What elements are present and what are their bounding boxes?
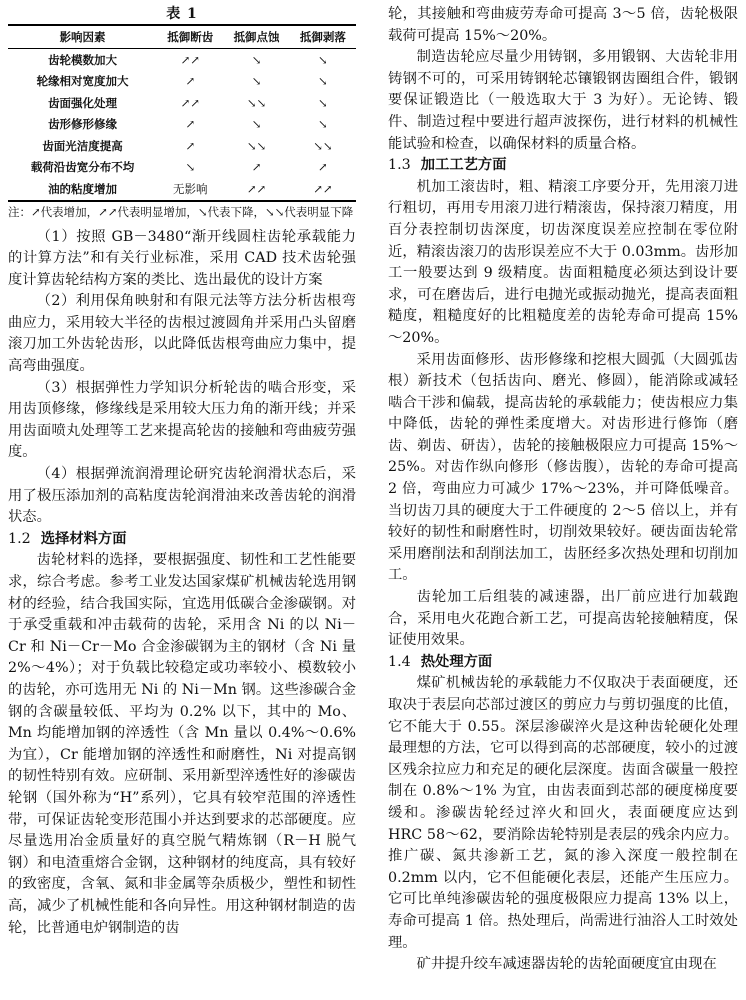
section-number: 1.4	[388, 653, 411, 670]
table-row	[8, 114, 356, 136]
table-row	[8, 135, 356, 157]
table-row	[8, 49, 356, 71]
section-number: 1.3	[388, 157, 411, 174]
left-column	[8, 4, 356, 939]
table-header-cell: 影响因素	[59, 30, 106, 44]
paragraph: （2）利用保角映射和有限元法等方法分析齿根弯曲应力，采用较大半径的齿根过渡圆角并采用凸头留磨滚刀加工外齿轮齿形，以此降低齿根弯曲应力集中，提高弯曲强度。	[8, 293, 356, 375]
table-cell: ↘↘	[313, 138, 333, 153]
section-title: 热处理方面	[420, 653, 493, 670]
table-cell: ↗↗	[180, 95, 200, 110]
table-cell: ↗↗	[313, 181, 333, 196]
table-row	[8, 157, 356, 179]
table-note: 注：↗代表增加，↗↗代表明显增加，↘代表下降，↘↘代表明显下降	[8, 204, 354, 219]
section-title: 选择材料方面	[40, 530, 127, 547]
table-cell: 油的粘度增加	[48, 181, 118, 196]
table-cell: 载荷沿齿宽分布不均	[30, 160, 135, 175]
influence-factors-table	[8, 24, 356, 202]
table-cell: ↗	[185, 117, 196, 132]
paragraph: （3）根据弹性力学知识分析轮齿的啮合形变，采用齿顶修缘，修缘线是采用较大压力角的渐开线；并采用齿面喷丸处理等工艺来提高轮齿的接触和弯曲疲劳强度。	[8, 379, 356, 461]
table-row	[8, 92, 356, 114]
section-title: 加工工艺方面	[420, 157, 507, 174]
paragraph: 齿轮加工后组装的减速器，出厂前应进行加载跑合，采用电火花跑合新工艺，可提高齿轮接触精度，保证使用效果。	[388, 589, 738, 649]
section-heading-1-4	[388, 652, 738, 674]
paragraph: 轮，其接触和弯曲疲劳寿命可提高 3～5 倍，齿轮极限载荷可提高 15%～20%。	[388, 6, 738, 44]
paragraph: 煤矿机械齿轮的承载能力不仅取决于表面硬度，还取决于表层向芯部过渡区的剪应力与剪切强度的比值，它不能大于 0.55。深层渗碳淬火是这种齿轮硬化处理最理想的方法，它可以得到高的芯部硬度，较小的过渡区残余拉应力和充足的硬化层深度。齿面含碳量一般控制在 0.8%～1% 为宜，由齿表面到芯部的硬度梯度要缓和。渗碳齿轮经过淬火和回火，表面硬度应达到 HRC 58～62，要消除齿轮特别是表层的残余内应力。推广碳、氮共渗新工艺，氮的渗入深度一般控制在 0.2mm 以内，它不但能硬化表层，还能产生压应力。它可比单纯渗碳齿轮的强度极限应力提高 13% 以上，寿命可提高 1 倍。热处理后，尚需进行油浴人工时效处理。	[388, 675, 738, 951]
paragraph: 齿轮材料的选择，要根据强度、韧性和工艺性能要求，综合考虑。参考工业发达国家煤矿机械齿轮选用钢材的经验，结合我国实际，宜选用低碳合金渗碳钢。对于承受重载和冲击载荷的齿轮，采用含 Ni 的以 Ni－Cr 和 Ni－Cr－Mo 合金渗碳钢为主的钢材（含 Ni 量 2%～4%）；对于负载比较稳定或功率较小、模数较小的齿轮，亦可选用无 Ni 的 Ni－Mn 钢。这些渗碳合金钢的含碳量较低、平均为 0.2% 以下，其中的 Mo、Mn 均能增加钢的淬透性（含 Mn 量以 0.4%～0.6% 为宜），Cr 能增加钢的淬透性和耐磨性，Ni 对提高钢的韧性特别有效。应研制、采用新型淬透性好的渗碳齿轮钢（国外称为“H”系列），它具有较窄范围的淬透性带，可保证齿轮变形范围小并达到要求的芯部硬度。应尽量选用冶金质量好的真空脱气精炼钢（R－H 脱气钢）和电渣重熔合金钢，这种钢材的纯度高，具有较好的致密度，含氧、氮和非金属等杂质极少，塑性和韧性高，减少了机械性能和各向异性。用这种钢材制造的齿轮，比普通电炉钢制造的齿	[8, 552, 356, 936]
table-cell: ↗	[318, 160, 328, 175]
table-cell: ↗↗	[246, 181, 267, 196]
table-cell: 齿面光洁度提高	[42, 138, 123, 153]
table-cell: ↘	[251, 74, 262, 89]
table-cell: ↘	[251, 52, 262, 67]
table-cell: ↗	[251, 160, 262, 175]
table-cell: 无影响	[173, 181, 208, 196]
section-heading-1-2	[8, 529, 356, 551]
table-cell: ↘	[251, 117, 262, 132]
table-cell: ↘	[318, 117, 328, 132]
paragraph: 制造齿轮应尽量少用铸钢，多用锻钢、大齿轮非用铸钢不可的，可采用铸钢轮芯镶锻钢齿圈组合件，锻钢要保证锻造比（一般选取大于 3 为好）。无论铸、锻件、制造过程中要进行超声波探伤，进行材料的机械性能试验和检查，以确保材料的质量合格。	[388, 49, 738, 152]
table-row	[8, 71, 356, 93]
table-row	[8, 178, 356, 201]
paragraph: （1）按照 GB－3480“渐开线圆柱齿轮承载能力的计算方法”和有关行业标准，采用 CAD 技术齿轮强度计算齿轮结构方案的类比、选出最优的设计方案	[8, 228, 356, 288]
section-number: 1.2	[8, 530, 31, 547]
table-cell: ↗↗	[180, 52, 200, 67]
right-column	[388, 4, 738, 976]
paragraph: 机加工滚齿时，粗、精滚工序要分开，先用滚刀进行粗切，再用专用滚刀进行精滚齿，保持滚刀精度，用百分表控制切齿深度，切齿深度误差应控制在零位附近，精滚齿滚刀的齿形误差应不大于 0.03mm。齿形加工一般要达到 9 级精度。齿面粗糙度必须达到设计要求，可在磨齿后，进行电抛光或振动抛光，提高表面粗糙度，粗糙度好的比粗糙度差的齿轮寿命可提高 15%～20%。	[388, 178, 738, 346]
table-cell: ↗	[185, 74, 196, 89]
table-cell: ↘↘	[246, 95, 267, 110]
table-header-cell: 抵御点蚀	[233, 30, 280, 44]
table-cell: 齿形修形修缘	[48, 117, 118, 132]
table-cell: ↘	[318, 52, 328, 67]
paragraph: （4）根据弹流润滑理论研究齿轮润滑状态后，采用了极压添加剂的高粘度齿轮润滑油来改善齿轮的润滑状态。	[8, 466, 356, 526]
table-title: 表 1	[166, 6, 198, 22]
paragraph: 采用齿面修形、齿形修缘和挖根大圆弧（大圆弧齿根）新技术（包括齿向、磨光、修圆），能消除或减轻啮合干涉和偏载，提高齿轮的承载能力；使齿根应力集中降低，齿轮的弹性柔度增大。对齿形进行修饰（磨齿、剃齿、研齿），齿轮的接触极限应力可提高 15%～25%。对齿作纵向修形（修齿腹），齿轮的寿命可提高 2 倍，弯曲应力可减少 17%～23%，并可降低噪音。当切齿刀具的硬度大于工件硬度的 2～5 倍以上，并有较好的韧性和耐磨性时，切削效果较好。硬齿面齿轮常采用磨削法和刮削法加工，齿胚经多次热处理和切削加工。	[388, 351, 738, 584]
table-cell: 齿轮模数加大	[48, 52, 118, 67]
paragraph: 矿井提升绞车减速器齿轮的齿轮面硬度宜由现在	[416, 956, 717, 973]
table-header-row	[8, 25, 356, 49]
table-cell: ↘	[185, 160, 196, 175]
table-cell: ↘↘	[246, 138, 267, 153]
table-header-cell: 抵御剥落	[299, 30, 346, 44]
section-heading-1-3	[388, 155, 738, 177]
table-cell: ↘	[318, 74, 328, 89]
table-header-cell: 抵御断齿	[167, 30, 214, 44]
table-cell: 轮缘相对宽度加大	[36, 74, 129, 89]
table-cell: ↘	[318, 95, 328, 110]
table-cell: 齿面强化处理	[48, 95, 118, 110]
table-cell: ↗	[185, 138, 196, 153]
